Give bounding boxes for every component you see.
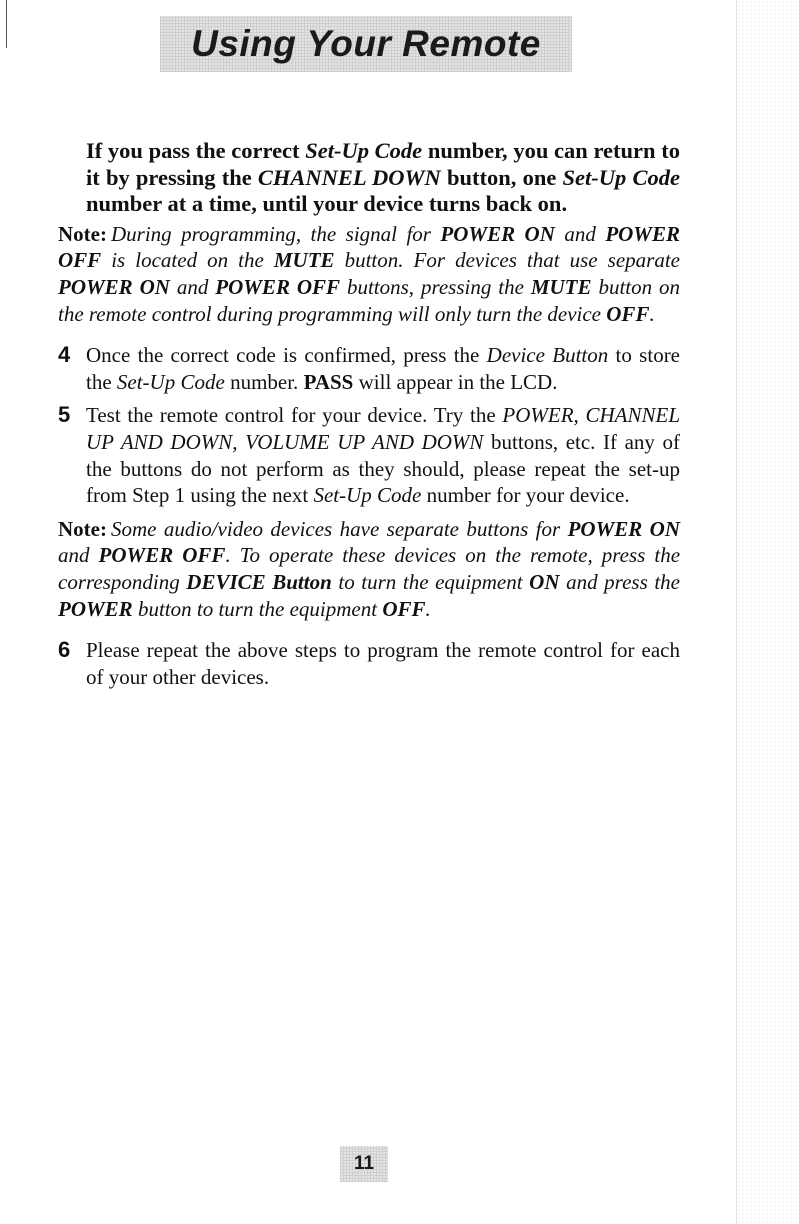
step-emphasis: POWER, CHANNEL UP AND DOWN, VOLUME UP AND DOWN [86,403,680,454]
step-emphasis: Set-Up Code [313,483,422,508]
step-text: will appear in the LCD. [353,369,558,394]
note-text: is located on the [101,248,274,273]
step-emphasis: Set-Up Code [116,369,225,394]
note-text: and [169,274,216,299]
intro-channel-down: CHANNEL DOWN [257,164,441,190]
note-emphasis: MUTE [273,248,335,273]
step-number: 4 [58,342,71,368]
page-edge-texture [737,0,799,1224]
note-text: buttons, pressing the [340,274,531,299]
intro-text: number, you can return to it by pressing the [86,138,680,190]
note-text: and press the [559,569,680,594]
intro-paragraph [86,138,680,218]
note-text: button. For devices that use separate [334,248,680,273]
note-emphasis: OFF [606,301,650,326]
note-emphasis: OFF [382,596,426,621]
note-text: and [554,221,606,246]
intro-text: number at a time, until your device turns back on. [86,191,568,217]
note-emphasis: POWER ON [58,274,170,299]
page-title: Using Your Remote [191,23,541,64]
note-text: to turn the equipment [331,569,530,594]
note-label: Note: [58,221,107,246]
note-text: Some audio/video devices have separate buttons for [110,516,568,541]
note-emphasis: POWER [58,596,133,621]
step-4 [58,342,680,395]
step-text: Once the correct code is confirmed, press the [86,343,487,368]
note-emphasis: POWER ON [567,516,680,541]
step-text: number for your device. [421,483,630,508]
page-left-rule [6,0,7,48]
step-text: buttons, etc. If any of the buttons do not perform as they should, please repeat the set-up from Step 1 using the next [86,429,680,508]
note-emphasis: POWER ON [440,221,555,246]
note-emphasis: POWER OFF [98,543,226,568]
note-text: During programming, the signal for [110,221,441,246]
page-content [58,138,680,690]
note-text: . [649,301,655,326]
note-emphasis: MUTE [530,274,592,299]
step-text: Please repeat the above steps to program the remote control for each of your other devices. [86,638,680,689]
note-separate-power [58,516,680,622]
step-5 [58,402,680,508]
intro-setup-code: Set-Up Code [562,164,680,190]
intro-text: If you pass the correct [86,138,306,163]
page-title-banner [160,16,572,72]
page-number: 11 [353,1153,375,1174]
note-programming-power [58,221,680,327]
intro-text: button, one [440,164,563,190]
note-emphasis: POWER OFF [215,274,341,299]
step-emphasis: PASS [303,369,354,394]
note-text: button to turn the equipment [132,596,383,621]
step-number: 6 [58,637,71,663]
step-emphasis: Device Button [486,343,609,368]
note-emphasis: ON [529,569,560,594]
step-text: Test the remote control for your device. Try the [86,403,503,428]
step-6 [58,637,680,690]
step-text: to store the [86,343,681,394]
note-emphasis: DEVICE Button [186,569,332,594]
note-emphasis: POWER OFF [58,221,680,273]
note-text: and [58,543,99,568]
intro-setup-code: Set-Up Code [305,138,423,163]
note-text: button on the remote control during programming will only turn the device [58,274,681,326]
note-text: . To operate these devices on the remote, press the corresponding [58,543,681,594]
note-text: . [425,596,431,621]
page-number-badge [340,1146,388,1182]
note-label: Note: [58,516,107,541]
step-number: 5 [58,402,71,428]
step-text: number. [224,369,304,394]
